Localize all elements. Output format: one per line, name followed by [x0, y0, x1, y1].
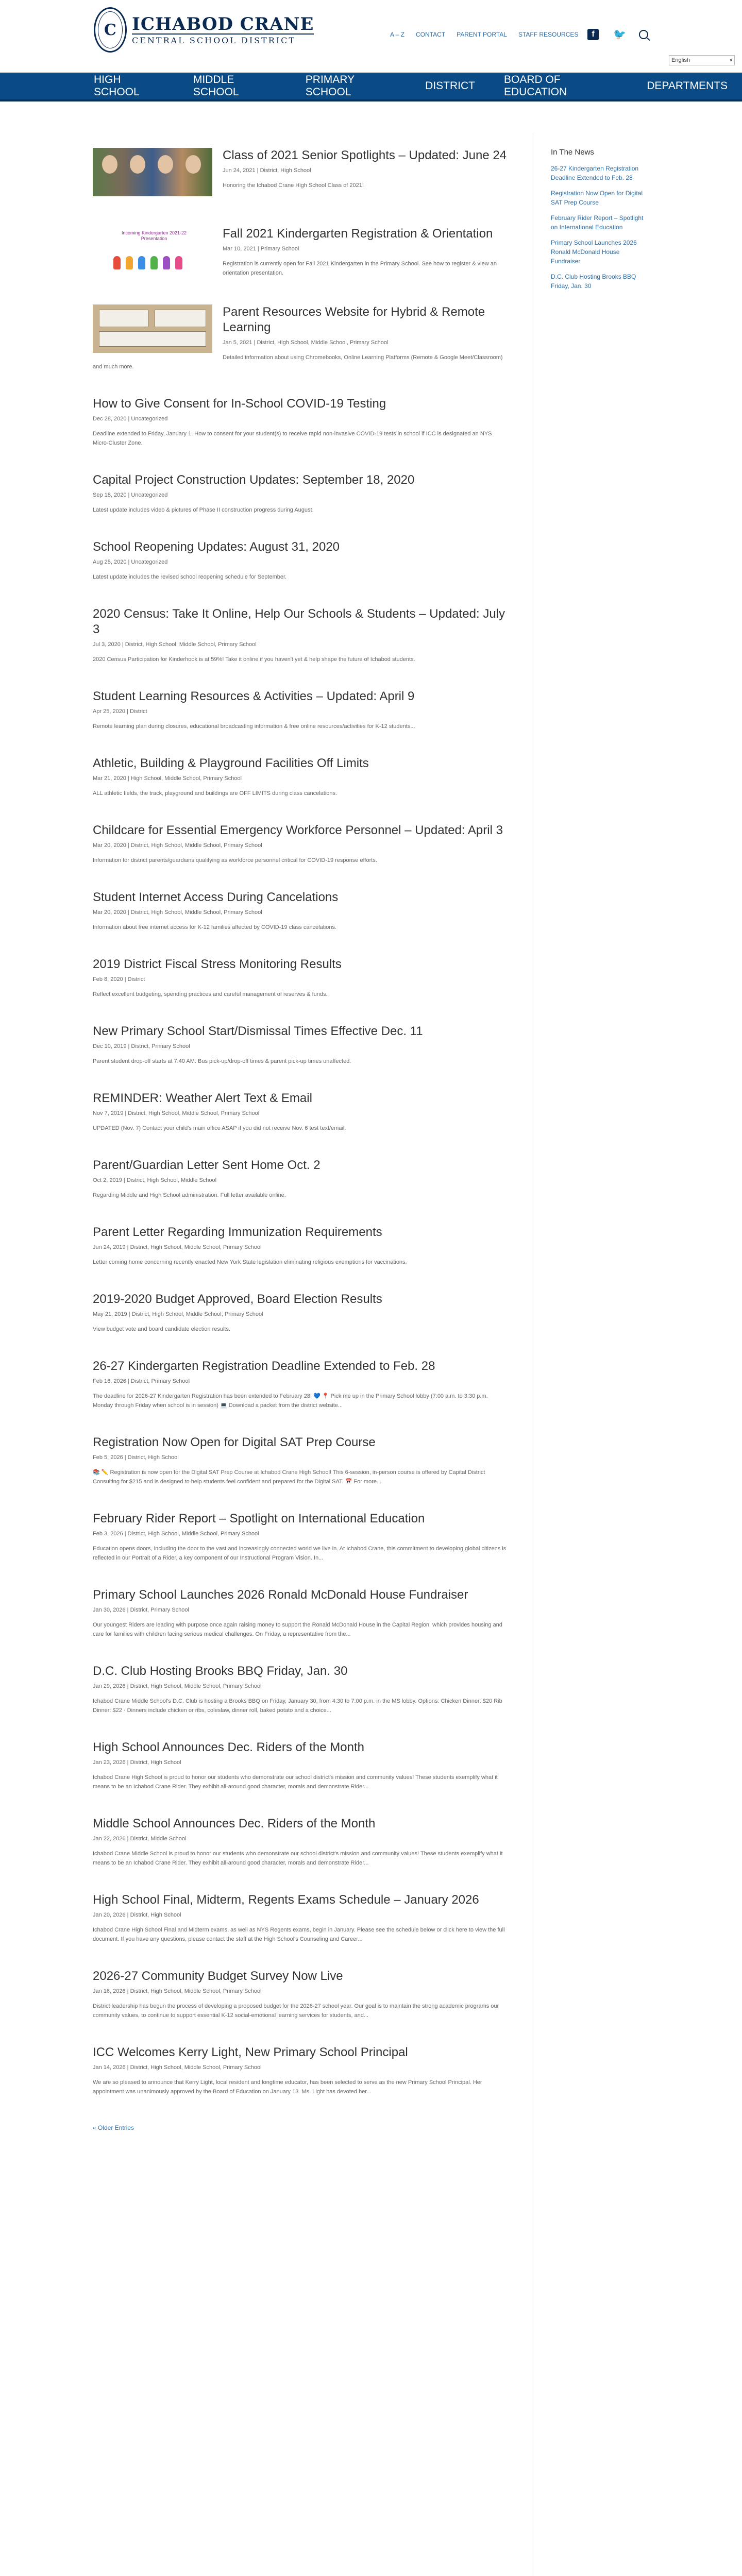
post-excerpt: Honoring the Ichabod Crane High School Class of 2021! — [223, 182, 364, 189]
post-title[interactable]: ICC Welcomes Kerry Light, New Primary School Principal — [93, 2045, 408, 2059]
post-item — [93, 1511, 509, 1563]
nav-middle-school[interactable]: MIDDLE SCHOOL — [193, 74, 239, 98]
sidebar — [533, 132, 646, 2576]
post-title[interactable]: 2020 Census: Take It Online, Help Our Schools & Students – Updated: July 3 — [93, 607, 505, 636]
district-seal-icon — [94, 7, 127, 53]
utility-nav — [390, 31, 589, 38]
post-meta: Feb 3, 2026 | District, High School, Middle School, Primary School — [93, 1531, 259, 1537]
post-title[interactable]: Class of 2021 Senior Spotlights – Updated: June 24 — [223, 148, 507, 162]
post-title[interactable]: High School Announces Dec. Riders of the Month — [93, 1740, 364, 1754]
post-title[interactable]: 2019 District Fiscal Stress Monitoring Results — [93, 957, 342, 971]
kid-figure — [163, 256, 170, 269]
post-meta: Jan 23, 2026 | District, High School — [93, 1759, 181, 1766]
post-excerpt: Ichabod Crane Middle School is proud to honor our students who demonstrate our school district's mission and community values! These students exemplify what it means to be an Ichabod Crane Rider. They exhibit all-around good character, morals and demonstrate Rider... — [93, 1851, 503, 1866]
post-item — [93, 148, 509, 201]
brand-name-bottom: CENTRAL SCHOOL DISTRICT — [132, 33, 314, 45]
post-item — [93, 957, 509, 999]
post-excerpt: Information for district parents/guardians qualifying as workforce personnel critical for COVID-19 response efforts. — [93, 857, 377, 863]
site-logo[interactable] — [94, 7, 314, 53]
post-item — [93, 539, 509, 582]
post-title[interactable]: February Rider Report – Spotlight on International Education — [93, 1512, 425, 1526]
post-title[interactable]: 2026-27 Community Budget Survey Now Live — [93, 1969, 343, 1983]
post-item — [93, 304, 509, 371]
sidebar-news-link[interactable]: Registration Now Open for Digital SAT Prep Course — [551, 190, 643, 206]
post-excerpt: View budget vote and board candidate election results. — [93, 1326, 231, 1332]
kid-figure — [175, 256, 182, 269]
main-nav — [0, 73, 742, 101]
post-title[interactable]: Student Internet Access During Cancelations — [93, 890, 339, 904]
post-item — [93, 1664, 509, 1715]
post-meta: Feb 8, 2020 | District — [93, 976, 145, 982]
post-excerpt: Registration is currently open for Fall 2021 Kindergarten in the Primary School. See how to register & view an orientation presentation. — [223, 261, 497, 276]
post-item — [93, 1292, 509, 1334]
post-excerpt: The deadline for 2026-27 Kindergarten Registration has been extended to February 28! 💙 📍 Pick me up in the Primary School lobby (7:00 a.m. to 3:30 p.m. Monday through Friday when school is in session) 💻 Download a packet from the district website... — [93, 1393, 488, 1409]
post-excerpt: Parent student drop-off starts at 7:40 AM. Bus pick-up/drop-off times & parent pick-up times unaffected. — [93, 1058, 351, 1064]
twitter-icon[interactable]: 🐦 — [613, 29, 626, 40]
post-excerpt: Education opens doors, including the door to the vast and increasingly connected world we live in. At Ichabod Crane, this commitment to developing global citizens is reflected in our Portrait of a Rider, a key component of our Instructional Program Vision. In... — [93, 1546, 507, 1561]
social-links — [587, 29, 648, 40]
post-meta: Jan 16, 2026 | District, High School, Middle School, Primary School — [93, 1988, 262, 1994]
post-excerpt: 2020 Census Participation for Kinderhook is at 59%! Take it online if you haven't yet & help shape the future of Ichabod students. — [93, 656, 415, 663]
post-meta: Feb 16, 2026 | District, Primary School — [93, 1378, 190, 1384]
post-item — [93, 1587, 509, 1639]
nav-high-school[interactable]: HIGH SCHOOL — [94, 74, 140, 98]
post-title[interactable]: Parent Resources Website for Hybrid & Remote Learning — [223, 305, 485, 334]
post-item — [93, 1435, 509, 1486]
post-excerpt: UPDATED (Nov. 7) Contact your child's main office ASAP if you did not receive Nov. 6 test text/email. — [93, 1125, 346, 1131]
brand-name-top: ICHABOD CRANE — [132, 13, 314, 35]
post-item — [93, 1024, 509, 1066]
post-meta: Jan 30, 2026 | District, Primary School — [93, 1607, 189, 1613]
post-excerpt: Letter coming home concerning recently enacted New York State legislation eliminating religious exemptions for vaccinations. — [93, 1259, 407, 1265]
post-meta: May 21, 2019 | District, High School, Middle School, Primary School — [93, 1311, 263, 1317]
post-title[interactable]: Parent/Guardian Letter Sent Home Oct. 2 — [93, 1158, 321, 1172]
thumbnail-caption: Incoming Kindergarten 2021-22 Presentation — [121, 230, 187, 241]
post-meta: Jul 3, 2020 | District, High School, Middle School, Primary School — [93, 641, 257, 648]
post-item — [93, 1740, 509, 1791]
post-excerpt: Information about free internet access for K-12 families affected by COVID-19 class cancelations. — [93, 924, 337, 930]
post-excerpt: Detailed information about using Chromebooks, Online Learning Platforms (Remote & Google Meet/Classroom) and much more. — [93, 354, 503, 370]
post-meta: Dec 10, 2019 | District, Primary School — [93, 1043, 190, 1049]
post-title[interactable]: New Primary School Start/Dismissal Times Effective Dec. 11 — [93, 1024, 423, 1038]
post-excerpt: Latest update includes the revised school reopening schedule for September. — [93, 574, 287, 580]
student-photo — [185, 155, 201, 174]
site-header — [0, 0, 742, 73]
post-title[interactable]: Primary School Launches 2026 Ronald McDonald House Fundraiser — [93, 1588, 468, 1602]
screenshot-panel — [99, 331, 206, 347]
post-meta: Oct 2, 2019 | District, High School, Middle School — [93, 1177, 217, 1183]
search-icon[interactable] — [639, 30, 648, 39]
post-meta: Mar 21, 2020 | High School, Middle School, Primary School — [93, 775, 242, 782]
chevron-down-icon: ▾ — [730, 58, 732, 63]
post-excerpt: District leadership has begun the process of developing a proposed budget for the 2026-27 school year. Our goal is to maintain the strong academic programs our community values, to continue to support essential K-12 social-emotional learning services for students, and... — [93, 2003, 499, 2019]
post-item — [93, 689, 509, 731]
post-meta: Mar 20, 2020 | District, High School, Middle School, Primary School — [93, 909, 262, 916]
post-meta: Sep 18, 2020 | Uncategorized — [93, 492, 168, 498]
util-link-staff-resources[interactable]: STAFF RESOURCES — [518, 31, 579, 38]
post-meta: Jan 22, 2026 | District, Middle School — [93, 1836, 187, 1842]
post-meta: Aug 25, 2020 | Uncategorized — [93, 559, 168, 565]
student-photo — [102, 155, 117, 174]
post-item — [93, 396, 509, 448]
post-thumbnail[interactable] — [93, 304, 212, 353]
sidebar-news-link[interactable]: D.C. Club Hosting Brooks BBQ Friday, Jan. 30 — [551, 273, 636, 290]
post-title[interactable]: 2019-2020 Budget Approved, Board Election Results — [93, 1292, 382, 1306]
kid-figure — [150, 256, 158, 269]
post-list — [93, 148, 509, 2132]
screenshot-panel — [155, 310, 206, 327]
sidebar-news-link[interactable]: 26-27 Kindergarten Registration Deadline Extended to Feb. 28 — [551, 165, 639, 181]
post-excerpt: ALL athletic fields, the track, playground and buildings are OFF LIMITS during class cancelations. — [93, 790, 338, 796]
kid-figure — [138, 256, 145, 269]
post-title[interactable]: Athletic, Building & Playground Facilities Off Limits — [93, 756, 369, 770]
post-title[interactable]: School Reopening Updates: August 31, 2020 — [93, 540, 340, 554]
post-meta: Mar 10, 2021 | Primary School — [223, 246, 299, 252]
sidebar-title: In The News — [551, 148, 594, 157]
nav-departments[interactable]: DEPARTMENTS — [647, 80, 728, 92]
post-excerpt: Reflect excellent budgeting, spending practices and careful management of reserves & funds. — [93, 991, 328, 997]
student-photo — [158, 155, 173, 174]
kid-figure — [113, 256, 121, 269]
post-excerpt: Remote learning plan during closures, educational broadcasting information & free online resources/activities for K-12 students... — [93, 723, 415, 730]
sidebar-news-link[interactable]: Primary School Launches 2026 Ronald McDonald House Fundraiser — [551, 239, 637, 265]
post-title[interactable]: Middle School Announces Dec. Riders of the Month — [93, 1817, 376, 1831]
seal-letter: C — [98, 11, 123, 48]
post-title[interactable]: Parent Letter Regarding Immunization Requirements — [93, 1225, 382, 1239]
student-photo — [130, 155, 145, 174]
nav-board-of-education[interactable]: BOARD OF EDUCATION — [504, 74, 567, 98]
post-meta: Jun 24, 2021 | District, High School — [223, 167, 311, 174]
post-title[interactable]: High School Final, Midterm, Regents Exams Schedule – January 2026 — [93, 1893, 479, 1907]
post-item — [93, 226, 509, 280]
post-excerpt: We are so pleased to announce that Kerry Light, local resident and longtime educator, has been selected to serve as the new Primary School Principal. Her appointment was unanimously approved by the Board of Education on January 13. Ms. Light has devoted her... — [93, 2079, 482, 2095]
util-link-contact[interactable]: CONTACT — [416, 31, 446, 38]
post-meta: Mar 20, 2020 | District, High School, Middle School, Primary School — [93, 842, 262, 849]
post-meta: Jun 24, 2019 | District, High School, Middle School, Primary School — [93, 1244, 262, 1250]
post-excerpt: Ichabod Crane Middle School's D.C. Club is hosting a Brooks BBQ on Friday, January 30, from 4:30 to 7:00 p.m. in the MS lobby. Options: Chicken Dinner: $20 Rib Dinner: $22 · Dinners include chicken or ribs, coleslaw, dinner roll, baked potato and a choice... — [93, 1698, 502, 1714]
post-meta: Apr 25, 2020 | District — [93, 708, 147, 715]
sidebar-news-link[interactable]: February Rider Report – Spotlight on International Education — [551, 214, 644, 231]
post-excerpt: Our youngest Riders are leading with purpose once again raising money to support the Ronald McDonald House in the Capital Region, which provides housing and care for families with children facing serious medical challenges. On Friday, a representative from the... — [93, 1622, 502, 1637]
post-item — [93, 1225, 509, 1267]
post-excerpt: Regarding Middle and High School administration. Full letter available online. — [93, 1192, 286, 1198]
language-selected: English — [671, 57, 690, 63]
nav-primary-school[interactable]: PRIMARY SCHOOL — [305, 74, 355, 98]
post-title[interactable]: Capital Project Construction Updates: September 18, 2020 — [93, 473, 415, 487]
post-item — [93, 890, 509, 932]
post-meta: Jan 20, 2026 | District, High School — [93, 1912, 181, 1918]
screenshot-panel — [99, 310, 148, 327]
post-title[interactable]: Childcare for Essential Emergency Workforce Personnel – Updated: April 3 — [93, 823, 503, 837]
text-post-list — [93, 396, 509, 2096]
post-item — [93, 1158, 509, 1200]
post-meta: Jan 5, 2021 | District, High School, Middle School, Primary School — [223, 340, 389, 346]
post-thumbnail[interactable] — [93, 226, 212, 275]
post-item — [93, 756, 509, 798]
post-meta: Dec 28, 2020 | Uncategorized — [93, 416, 168, 422]
util-link-parent-portal[interactable]: PARENT PORTAL — [457, 31, 507, 38]
util-link-a-z[interactable]: A – Z — [390, 31, 405, 38]
post-item — [93, 2045, 509, 2096]
kid-figure — [126, 256, 133, 269]
post-item — [93, 1892, 509, 1944]
post-thumbnail[interactable] — [93, 148, 212, 196]
post-title[interactable]: 26-27 Kindergarten Registration Deadline Extended to Feb. 28 — [93, 1359, 435, 1373]
post-title[interactable]: Student Learning Resources & Activities – Updated: April 9 — [93, 689, 415, 703]
post-item — [93, 1969, 509, 2020]
language-select[interactable] — [669, 55, 735, 65]
post-title[interactable]: REMINDER: Weather Alert Text & Email — [93, 1091, 312, 1105]
post-title[interactable]: How to Give Consent for In-School COVID-19 Testing — [93, 397, 386, 411]
post-title[interactable]: Fall 2021 Kindergarten Registration & Orientation — [223, 227, 493, 241]
post-title[interactable]: D.C. Club Hosting Brooks BBQ Friday, Jan. 30 — [93, 1664, 348, 1678]
post-excerpt: Deadline extended to Friday, January 1. How to consent for your student(s) to receive rapid non-invasive COVID-19 tests in school if ICC is designated an NYS Micro-Cluster Zone. — [93, 431, 492, 446]
post-excerpt: Ichabod Crane High School is proud to honor our students who demonstrate our school district's mission and community values! These students exemplify what it means to be an Ichabod Crane Rider. They exhibit all-around good character, morals and demonstrate Rider... — [93, 1774, 498, 1790]
post-meta: Jan 29, 2026 | District, High School, Middle School, Primary School — [93, 1683, 262, 1689]
post-item — [93, 823, 509, 865]
post-excerpt: Ichabod Crane High School Final and Midterm exams, as well as NYS Regents exams, begin in January. Please see the schedule below or click here to view the full document. If you have any questions, please contact the staff at the High School's Counseling and Career... — [93, 1927, 505, 1942]
post-excerpt: Latest update includes video & pictures of Phase II construction progress during August. — [93, 507, 314, 513]
post-title[interactable]: Registration Now Open for Digital SAT Prep Course — [93, 1435, 376, 1449]
page-body — [0, 101, 742, 2576]
post-meta: Nov 7, 2019 | District, High School, Middle School, Primary School — [93, 1110, 260, 1116]
facebook-icon[interactable]: f — [587, 29, 599, 40]
older-entries-link[interactable]: « Older Entries — [93, 2124, 134, 2131]
post-item — [93, 472, 509, 515]
wordmark — [132, 15, 314, 45]
nav-district[interactable]: DISTRICT — [425, 80, 475, 92]
post-item — [93, 1091, 509, 1133]
post-meta: Jan 14, 2026 | District, High School, Middle School, Primary School — [93, 2064, 262, 2071]
post-item — [93, 1816, 509, 1868]
post-meta: Feb 5, 2026 | District, High School — [93, 1454, 179, 1461]
post-excerpt: 📚 ✏️ Registration is now open for the Digital SAT Prep Course at Ichabod Crane High School! This 6-session, in-person course is offered by Capital District Consulting for $215 and is designed to help students feel confident and prepared for the Digital SAT. 📅 For more... — [93, 1469, 485, 1485]
post-item — [93, 1359, 509, 1410]
post-item — [93, 606, 509, 664]
